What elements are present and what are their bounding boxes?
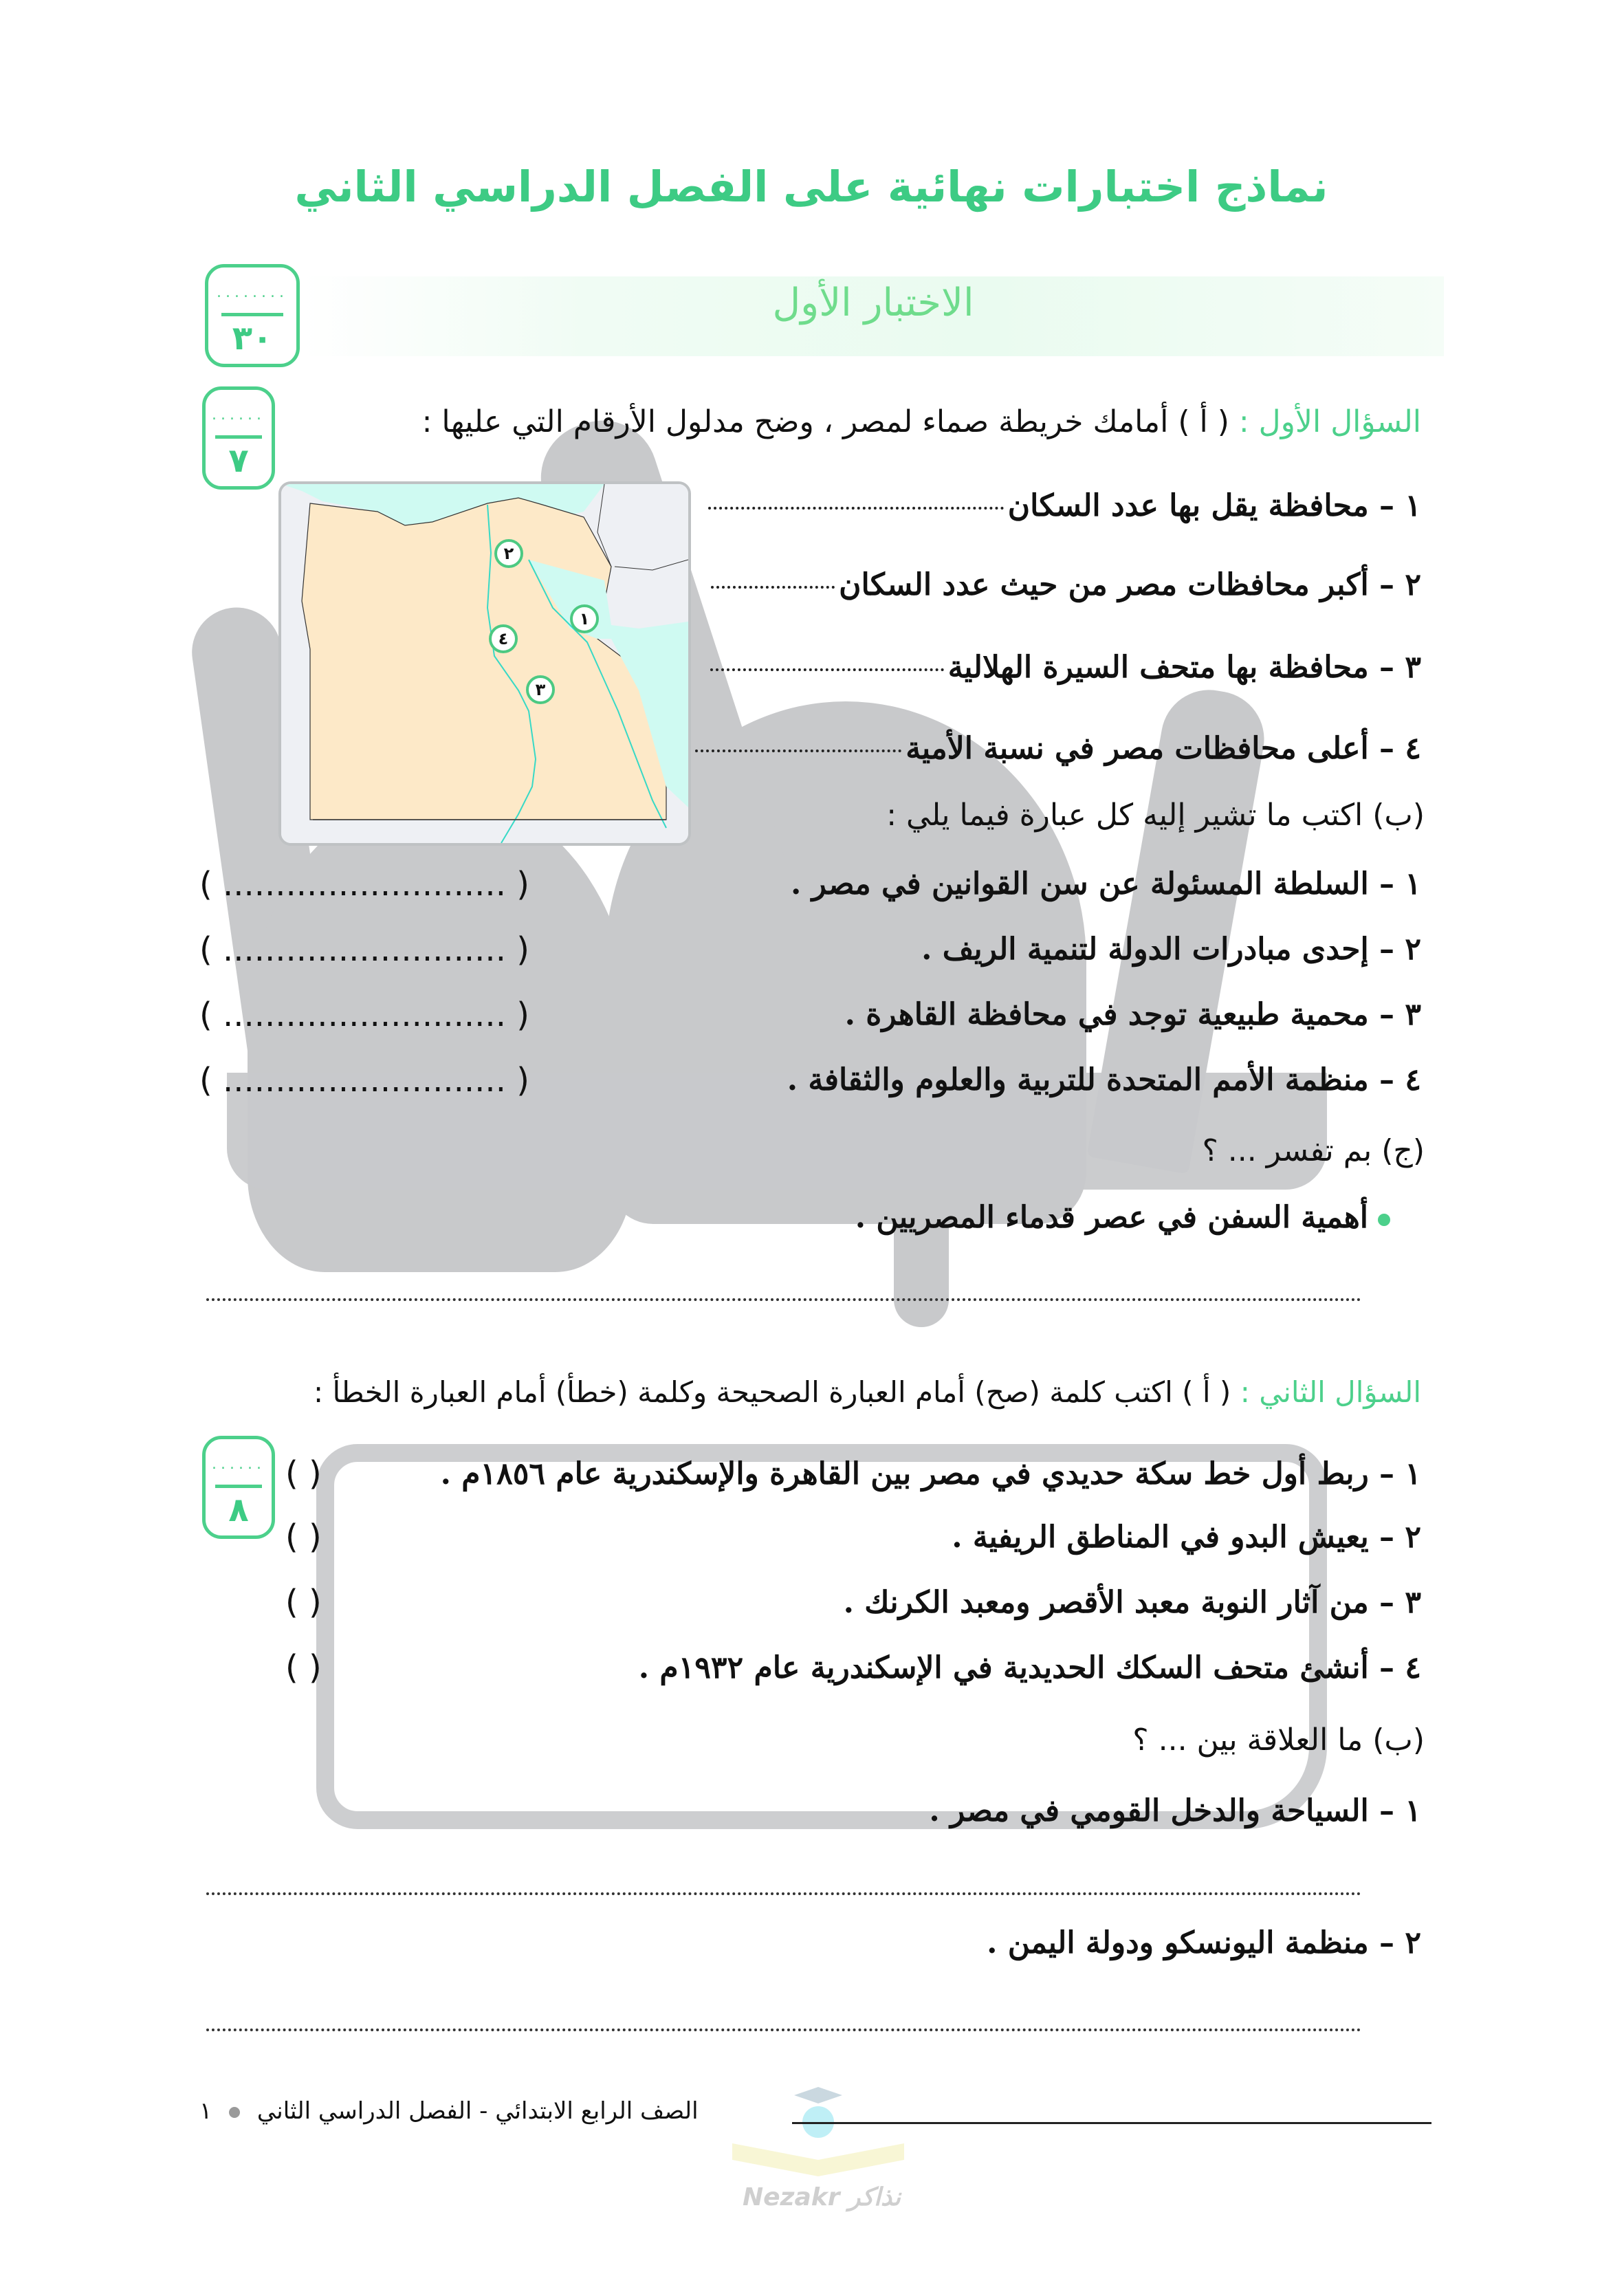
bullet-icon <box>1378 1214 1390 1226</box>
q1b-answer-blank-4[interactable]: ( ........................... ) <box>199 1061 529 1100</box>
q2-part-b-prompt: (ب) ما العلاقة بين ... ؟ <box>1132 1723 1425 1758</box>
fraction-line <box>221 313 283 316</box>
q1c-item-1: أهمية السفن في عصر قدماء المصريين . <box>855 1200 1390 1235</box>
footer-text: الصف الرابع الابتدائي - الفصل الدراسي الثاني ١ <box>199 2097 699 2125</box>
map-marker-2: ٢ <box>494 539 523 568</box>
q1-header <box>422 404 1421 439</box>
total-score-value: ٣٠ <box>232 319 273 358</box>
q1-score-box <box>202 386 275 490</box>
q2a-item-2: ٢ – يعيش البدو في المناطق الريفية . <box>952 1520 1421 1555</box>
q1b-item-2: ٢ – إحدى مبادرات الدولة لتنمية الريف . <box>921 932 1421 967</box>
q2a-answer-blank-1[interactable]: ( ) <box>285 1454 322 1493</box>
answer-blank[interactable] <box>710 668 944 671</box>
q1c-answer-line[interactable] <box>206 1298 1361 1301</box>
q1b-answer-blank-2[interactable]: ( ........................... ) <box>199 930 529 969</box>
map-marker-1: ١ <box>570 604 599 633</box>
page-title: نماذج اختبارات نهائية على الفصل الدراسي الثاني <box>294 162 1328 212</box>
graduation-cap-icon <box>794 2087 842 2108</box>
q1a-item-3: ٣ – محافظة بها متحف السيرة الهلالية <box>710 650 1421 685</box>
q1-part-c-prompt: (ج) بم تفسر ... ؟ <box>1202 1133 1425 1168</box>
q1b-answer-blank-3[interactable]: ( ........................... ) <box>199 996 529 1034</box>
q2a-answer-blank-2[interactable]: ( ) <box>285 1518 322 1556</box>
total-score-box <box>205 264 300 367</box>
q2-score-box <box>202 1436 275 1539</box>
q2a-answer-blank-3[interactable]: ( ) <box>285 1583 322 1621</box>
q1a-item-2: ٢ – أكبر محافظات مصر من حيث عدد السكان <box>711 567 1421 602</box>
map-graphic <box>281 484 688 843</box>
q1-part-a-prompt: ( أ ) أمامك خريطة صماء لمصر ، وضح مدلول الأرقام التي عليها : <box>421 404 1229 439</box>
answer-blank[interactable] <box>708 507 1004 510</box>
q2-score-value: ٨ <box>228 1491 249 1529</box>
q2b-answer-line-2[interactable] <box>206 2029 1361 2031</box>
egypt-blank-map <box>278 481 691 846</box>
q1-label: السؤال الأول : <box>1238 404 1421 439</box>
q2a-item-4: ٤ – أنشئ متحف السكك الحديدية في الإسكندرية عام ١٩٣٢م . <box>638 1650 1421 1685</box>
answer-blank[interactable] <box>695 750 901 752</box>
watermark-logo-outline <box>316 1444 1327 1829</box>
q2-score-blank[interactable]: ...... <box>212 1456 265 1473</box>
open-book-icon <box>732 2135 904 2176</box>
map-marker-3: ٣ <box>526 675 555 704</box>
q1b-item-1: ١ – السلطة المسئولة عن سن القوانين في مصر . <box>791 866 1421 901</box>
q1-part-b-prompt: (ب) اكتب ما تشير إليه كل عبارة فيما يلي : <box>886 798 1425 833</box>
fraction-line <box>215 435 261 439</box>
logo-text: Nezakr نذاكر <box>743 2183 901 2211</box>
dot-separator-icon <box>229 2107 240 2118</box>
page-number: ١ <box>199 2097 212 2125</box>
fraction-line <box>215 1485 261 1488</box>
q1b-item-3: ٣ – محمية طبيعية توجد في محافظة القاهرة . <box>844 997 1421 1032</box>
answer-blank[interactable] <box>711 586 835 589</box>
q1b-item-4: ٤ – منظمة الأمم المتحدة للتربية والعلوم والثقافة . <box>787 1062 1421 1097</box>
q2a-item-3: ٣ – من آثار النوبة معبد الأقصر ومعبد الكرنك . <box>843 1585 1421 1620</box>
nezakr-logo <box>725 2087 918 2231</box>
q1b-answer-blank-1[interactable]: ( ........................... ) <box>199 865 529 904</box>
q2-part-a-prompt: ( أ ) اكتب كلمة (صح) أمام العبارة الصحيحة وكلمة (خطأ) أمام العبارة الخطأ : <box>314 1375 1231 1409</box>
map-marker-4: ٤ <box>489 624 518 653</box>
q1a-item-4: ٤ – أعلى محافظات مصر في نسبة الأمية <box>695 731 1421 766</box>
q2-header <box>314 1375 1421 1409</box>
q2b-answer-line-1[interactable] <box>206 1892 1361 1895</box>
q2b-item-1: ١ – السياحة والدخل القومي في مصر . <box>929 1793 1421 1828</box>
watermark-braid <box>894 1169 949 1327</box>
q2b-item-2: ٢ – منظمة اليونسكو ودولة اليمن . <box>987 1925 1421 1960</box>
q2a-item-1: ١ – ربط أول خط سكة حديدي في مصر بين القاهرة والإسكندرية عام ١٨٥٦م . <box>440 1456 1421 1491</box>
total-score-blank[interactable]: ........ <box>217 284 288 301</box>
q1a-item-1: ١ – محافظة يقل بها عدد السكان <box>708 488 1421 523</box>
q2a-answer-blank-4[interactable]: ( ) <box>285 1648 322 1687</box>
footer-rule <box>792 2122 1431 2124</box>
q2-label: السؤال الثاني : <box>1240 1375 1421 1409</box>
exam-title: الاختبار الأول <box>772 281 974 325</box>
q1-score-blank[interactable]: ...... <box>212 406 265 424</box>
q1-score-value: ٧ <box>228 441 249 480</box>
